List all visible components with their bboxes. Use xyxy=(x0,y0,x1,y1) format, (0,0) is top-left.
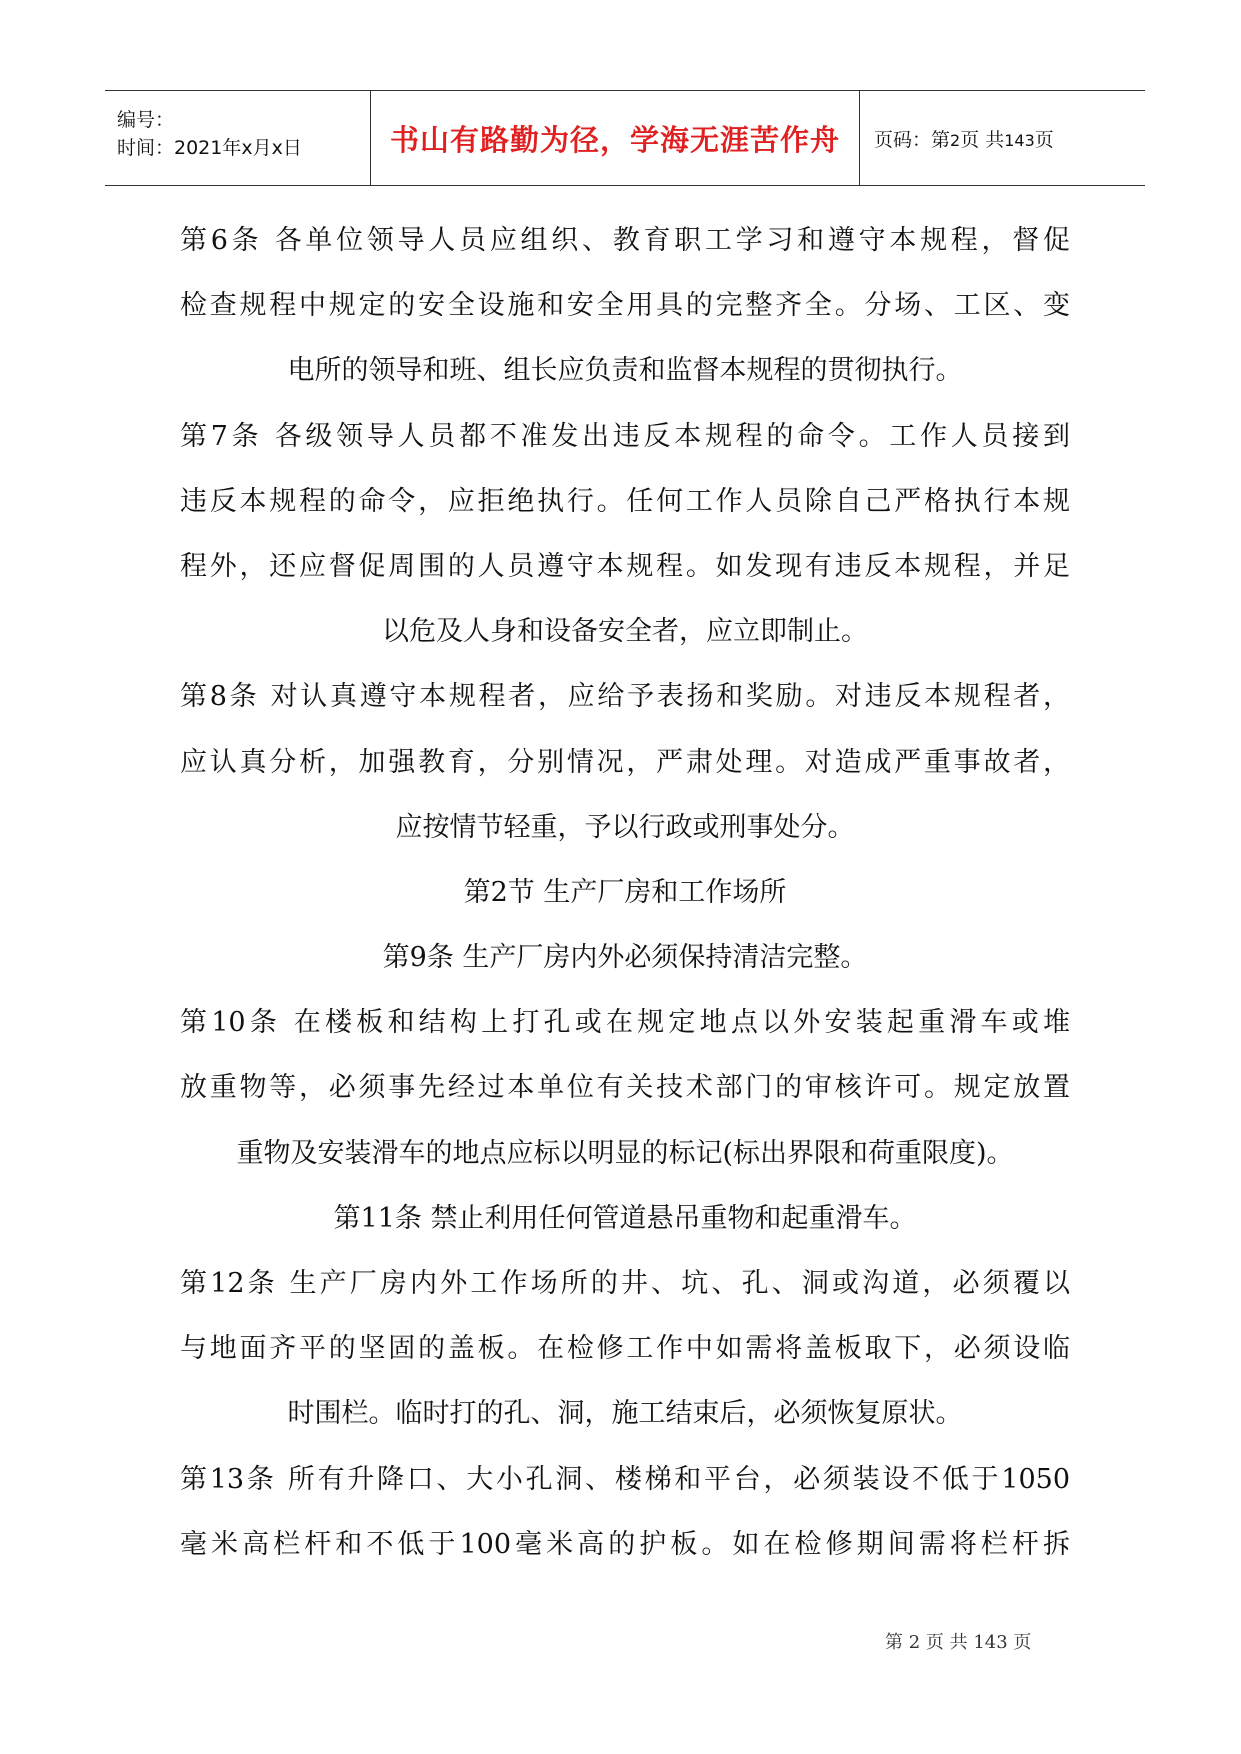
page-header xyxy=(105,90,1145,186)
text-line: 第11条 禁止利用任何管道悬吊重物和起重滑车。 xyxy=(333,1202,917,1234)
text-line: 毫米高栏杆和不低于100毫米高的护板。如在检修期间需将栏杆拆 xyxy=(180,1528,1070,1560)
text-line: 放重物等，必须事先经过本单位有关技术部门的审核许可。规定放置 xyxy=(180,1072,1070,1104)
document-time: 时间：2021年x月x日 xyxy=(117,137,302,159)
text-line: 第9条 生产厂房内外必须保持清洁完整。 xyxy=(382,942,868,974)
text-line: 第6条 各单位领导人员应组织、教育职工学习和遵守本规程，督促 xyxy=(180,225,1070,256)
text-line: 时围栏。临时打的孔、洞，施工结束后，必须恢复原状。 xyxy=(287,1398,963,1430)
page-total: 143 xyxy=(1004,130,1035,150)
page-mid: 页 共 xyxy=(960,128,1005,151)
page-num: 2 xyxy=(950,130,961,150)
text-line: 以危及人身和设备安全者，应立即制止。 xyxy=(382,616,868,648)
page-footer: 第 2 页 共 143 页 xyxy=(885,1632,1032,1653)
text-line: 第10条 在楼板和结构上打孔或在规定地点以外安装起重滑车或堆 xyxy=(180,1007,1070,1039)
document-body xyxy=(180,208,1070,1577)
header-meta xyxy=(105,91,370,185)
text-line: 检查规程中规定的安全设施和安全用具的完整齐全。分场、工区、变 xyxy=(180,290,1070,322)
text-line: 应按情节轻重，予以行政或刑事处分。 xyxy=(395,811,855,843)
header-page-number xyxy=(860,91,1145,185)
header-motto-cell xyxy=(370,91,860,185)
text-line: 与地面齐平的坚固的盖板。在检修工作中如需将盖板取下，必须设临 xyxy=(180,1333,1070,1365)
text-line: 第7条 各级领导人员都不准发出违反本规程的命令。工作人员接到 xyxy=(180,420,1070,452)
text-line: 第12条 生产厂房内外工作场所的井、坑、孔、洞或沟道，必须覆以 xyxy=(180,1268,1070,1299)
text-line: 第2节 生产厂房和工作场所 xyxy=(463,876,787,908)
text-line: 重物及安装滑车的地点应标以明显的标记(标出界限和荷重限度)。 xyxy=(236,1137,1014,1169)
header-motto: 书山有路勤为径，学海无涯苦作舟 xyxy=(389,122,840,157)
document-code: 编号： xyxy=(117,109,175,131)
page-label: 页码：第 xyxy=(874,128,951,151)
text-line: 应认真分析，加强教育，分别情况，严肃处理。对造成严重事故者， xyxy=(180,746,1070,778)
text-line: 违反本规程的命令，应拒绝执行。任何工作人员除自己严格执行本规 xyxy=(180,485,1070,517)
text-line: 电所的领导和班、组长应负责和监督本规程的贯彻执行。 xyxy=(287,355,963,387)
text-line: 第8条 对认真遵守本规程者，应给予表扬和奖励。对违反本规程者， xyxy=(180,681,1070,713)
page-end: 页 xyxy=(1034,128,1054,151)
text-line: 程外，还应督促周围的人员遵守本规程。如发现有违反本规程，并足 xyxy=(180,550,1070,582)
text-line: 第13条 所有升降口、大小孔洞、楼梯和平台，必须装设不低于1050 xyxy=(180,1463,1070,1495)
